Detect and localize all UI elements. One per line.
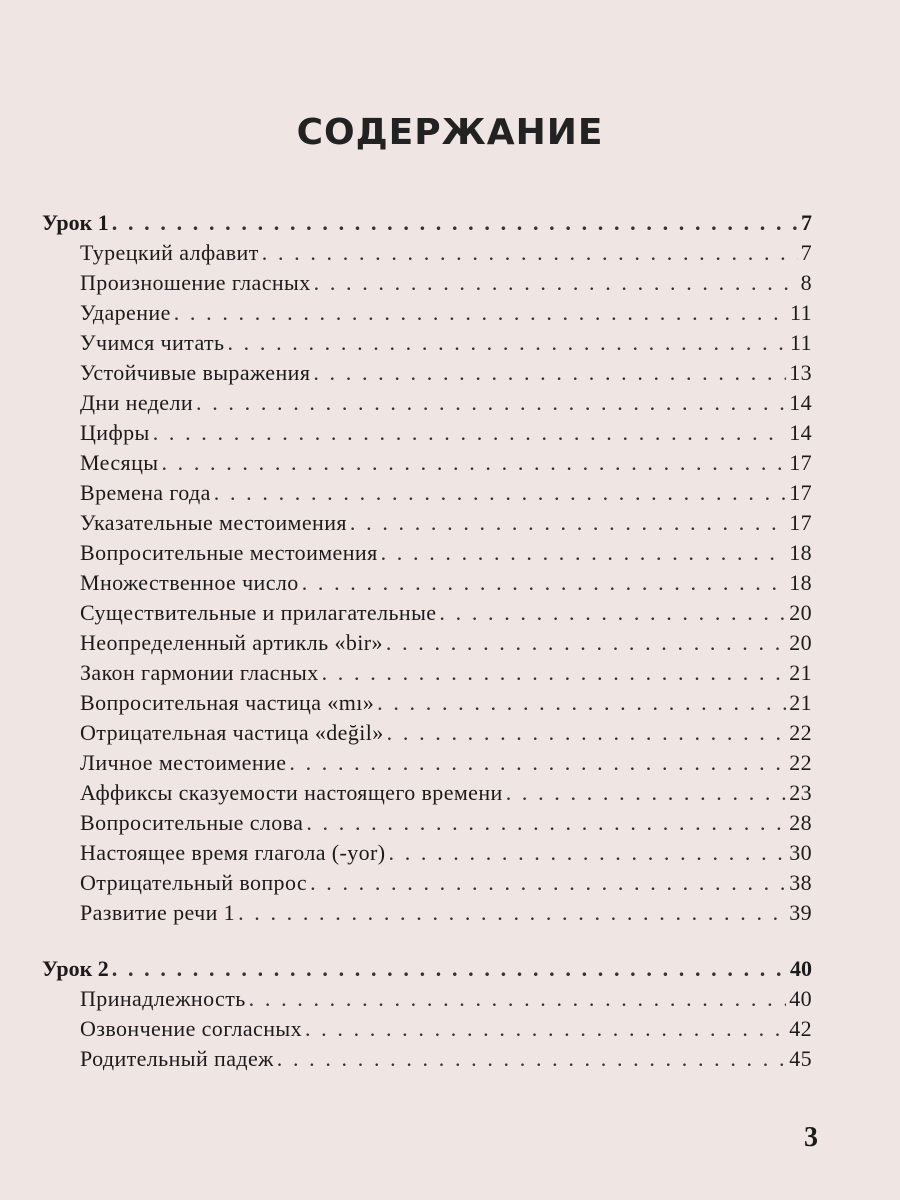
toc-entry	[42, 418, 812, 448]
dot-leader	[153, 418, 786, 448]
toc-lesson-heading	[42, 954, 812, 984]
dot-leader	[238, 898, 786, 928]
toc-entry	[42, 838, 812, 868]
toc-entry-label: Цифры	[80, 420, 150, 445]
dot-leader	[174, 298, 787, 328]
toc-page-number: 7	[800, 240, 812, 265]
toc-page-number: 17	[789, 510, 812, 535]
toc-entry	[42, 238, 812, 268]
toc-entry-label: Настоящее время глагола (-yor)	[80, 840, 386, 865]
toc-entry-label: Развитие речи 1	[80, 900, 236, 925]
toc-entry-label: Вопросительная частица «mı»	[80, 690, 375, 715]
dot-leader	[262, 238, 798, 268]
toc-page-number: 20	[789, 630, 812, 655]
toc-entry-label: Вопросительные слова	[80, 810, 304, 835]
toc-page-number: 45	[789, 1046, 812, 1071]
toc-entry	[42, 1044, 812, 1074]
toc-entry-label: Урок 1	[42, 210, 109, 235]
toc-entry-label: Принадлежность	[80, 986, 246, 1011]
dot-leader	[161, 448, 786, 478]
toc-entry	[42, 778, 812, 808]
toc-entry-label: Дни недели	[80, 390, 194, 415]
dot-leader	[302, 568, 787, 598]
toc-entry	[42, 568, 812, 598]
toc-page-number: 22	[789, 720, 812, 745]
dot-leader	[314, 268, 798, 298]
dot-leader	[277, 1044, 786, 1074]
toc-entry	[42, 628, 812, 658]
page-number: 3	[804, 1122, 818, 1153]
toc-page-number: 14	[789, 390, 812, 415]
toc-entry	[42, 688, 812, 718]
dot-leader	[387, 718, 787, 748]
toc-entry	[42, 748, 812, 778]
toc-entry	[42, 478, 812, 508]
toc-entry-label: Аффиксы сказуемости настоящего времени	[80, 780, 503, 805]
toc-entry	[42, 508, 812, 538]
toc-page-number: 42	[789, 1016, 812, 1041]
toc-entry-label: Ударение	[80, 300, 171, 325]
dot-leader	[310, 868, 786, 898]
toc-page-number: 18	[789, 540, 812, 565]
dot-leader	[377, 688, 786, 718]
toc-page-number: 40	[789, 986, 812, 1011]
toc-entry	[42, 868, 812, 898]
toc-entry-label: Неопределенный артикль «bir»	[80, 630, 383, 655]
toc-entry	[42, 808, 812, 838]
dot-leader	[196, 388, 786, 418]
toc-entry-label: Времена года	[80, 480, 211, 505]
dot-leader	[249, 984, 787, 1014]
toc-entry	[42, 298, 812, 328]
toc-entry-label: Отрицательный вопрос	[80, 870, 308, 895]
toc-entry	[42, 598, 812, 628]
toc-page-number: 11	[790, 300, 812, 325]
toc-entry-label: Произношение гласных	[80, 270, 311, 295]
toc-page-number: 22	[789, 750, 812, 775]
toc-entry	[42, 984, 812, 1014]
dot-leader	[439, 598, 786, 628]
toc-page-number: 17	[789, 450, 812, 475]
toc-page-number: 8	[800, 270, 812, 295]
dot-leader	[306, 808, 786, 838]
dot-leader	[289, 748, 786, 778]
dot-leader	[506, 778, 786, 808]
toc-entry-label: Родительный падеж	[80, 1046, 274, 1071]
toc-entry-label: Существительные и прилагательные	[80, 600, 437, 625]
toc-entry-label: Урок 2	[42, 956, 109, 981]
dot-leader	[305, 1014, 786, 1044]
toc-entry-label: Указательные местоимения	[80, 510, 347, 535]
dot-leader	[381, 538, 787, 568]
toc-page-number: 21	[789, 690, 812, 715]
toc-entry	[42, 358, 812, 388]
toc-entry	[42, 658, 812, 688]
toc-page-number: 17	[789, 480, 812, 505]
toc-page-number: 28	[789, 810, 812, 835]
toc-page-number: 11	[790, 330, 812, 355]
toc-page-number: 39	[789, 900, 812, 925]
toc-entry-label: Закон гармонии гласных	[80, 660, 319, 685]
toc-entry-label: Множественное число	[80, 570, 299, 595]
dot-leader	[112, 208, 798, 238]
toc-entry	[42, 328, 812, 358]
page-title: СОДЕРЖАНИЕ	[296, 112, 604, 153]
toc-lesson-heading	[42, 208, 812, 238]
toc-entry	[42, 448, 812, 478]
dot-leader	[112, 954, 787, 984]
toc-entry	[42, 1014, 812, 1044]
toc-entry	[42, 538, 812, 568]
toc-page-number: 38	[789, 870, 812, 895]
toc-entry	[42, 718, 812, 748]
table-of-contents	[42, 208, 812, 1100]
dot-leader	[227, 328, 787, 358]
dot-leader	[214, 478, 786, 508]
toc-page-number: 14	[789, 420, 812, 445]
toc-page-number: 7	[801, 210, 812, 235]
toc-entry-label: Вопросительные местоимения	[80, 540, 378, 565]
toc-page-number: 21	[789, 660, 812, 685]
toc-entry	[42, 268, 812, 298]
toc-entry-label: Месяцы	[80, 450, 159, 475]
toc-page-number: 23	[789, 780, 812, 805]
toc-entry-label: Озвончение согласных	[80, 1016, 302, 1041]
toc-entry-label: Устойчивые выражения	[80, 360, 311, 385]
toc-entry	[42, 898, 812, 928]
toc-lesson-2	[42, 954, 812, 1074]
dot-leader	[350, 508, 786, 538]
toc-entry-label: Отрицательная частица «değil»	[80, 720, 384, 745]
toc-entry-label: Турецкий алфавит	[80, 240, 259, 265]
toc-page-number: 18	[789, 570, 812, 595]
dot-leader	[313, 358, 786, 388]
toc-page-number: 30	[789, 840, 812, 865]
toc-page-number: 40	[790, 956, 812, 981]
toc-lesson-1	[42, 208, 812, 928]
dot-leader	[386, 628, 786, 658]
toc-entry	[42, 388, 812, 418]
dot-leader	[322, 658, 787, 688]
toc-entry-label: Учимся читать	[80, 330, 225, 355]
dot-leader	[389, 838, 787, 868]
toc-page-number: 20	[789, 600, 812, 625]
toc-page-number: 13	[789, 360, 812, 385]
toc-entry-label: Личное местоимение	[80, 750, 287, 775]
